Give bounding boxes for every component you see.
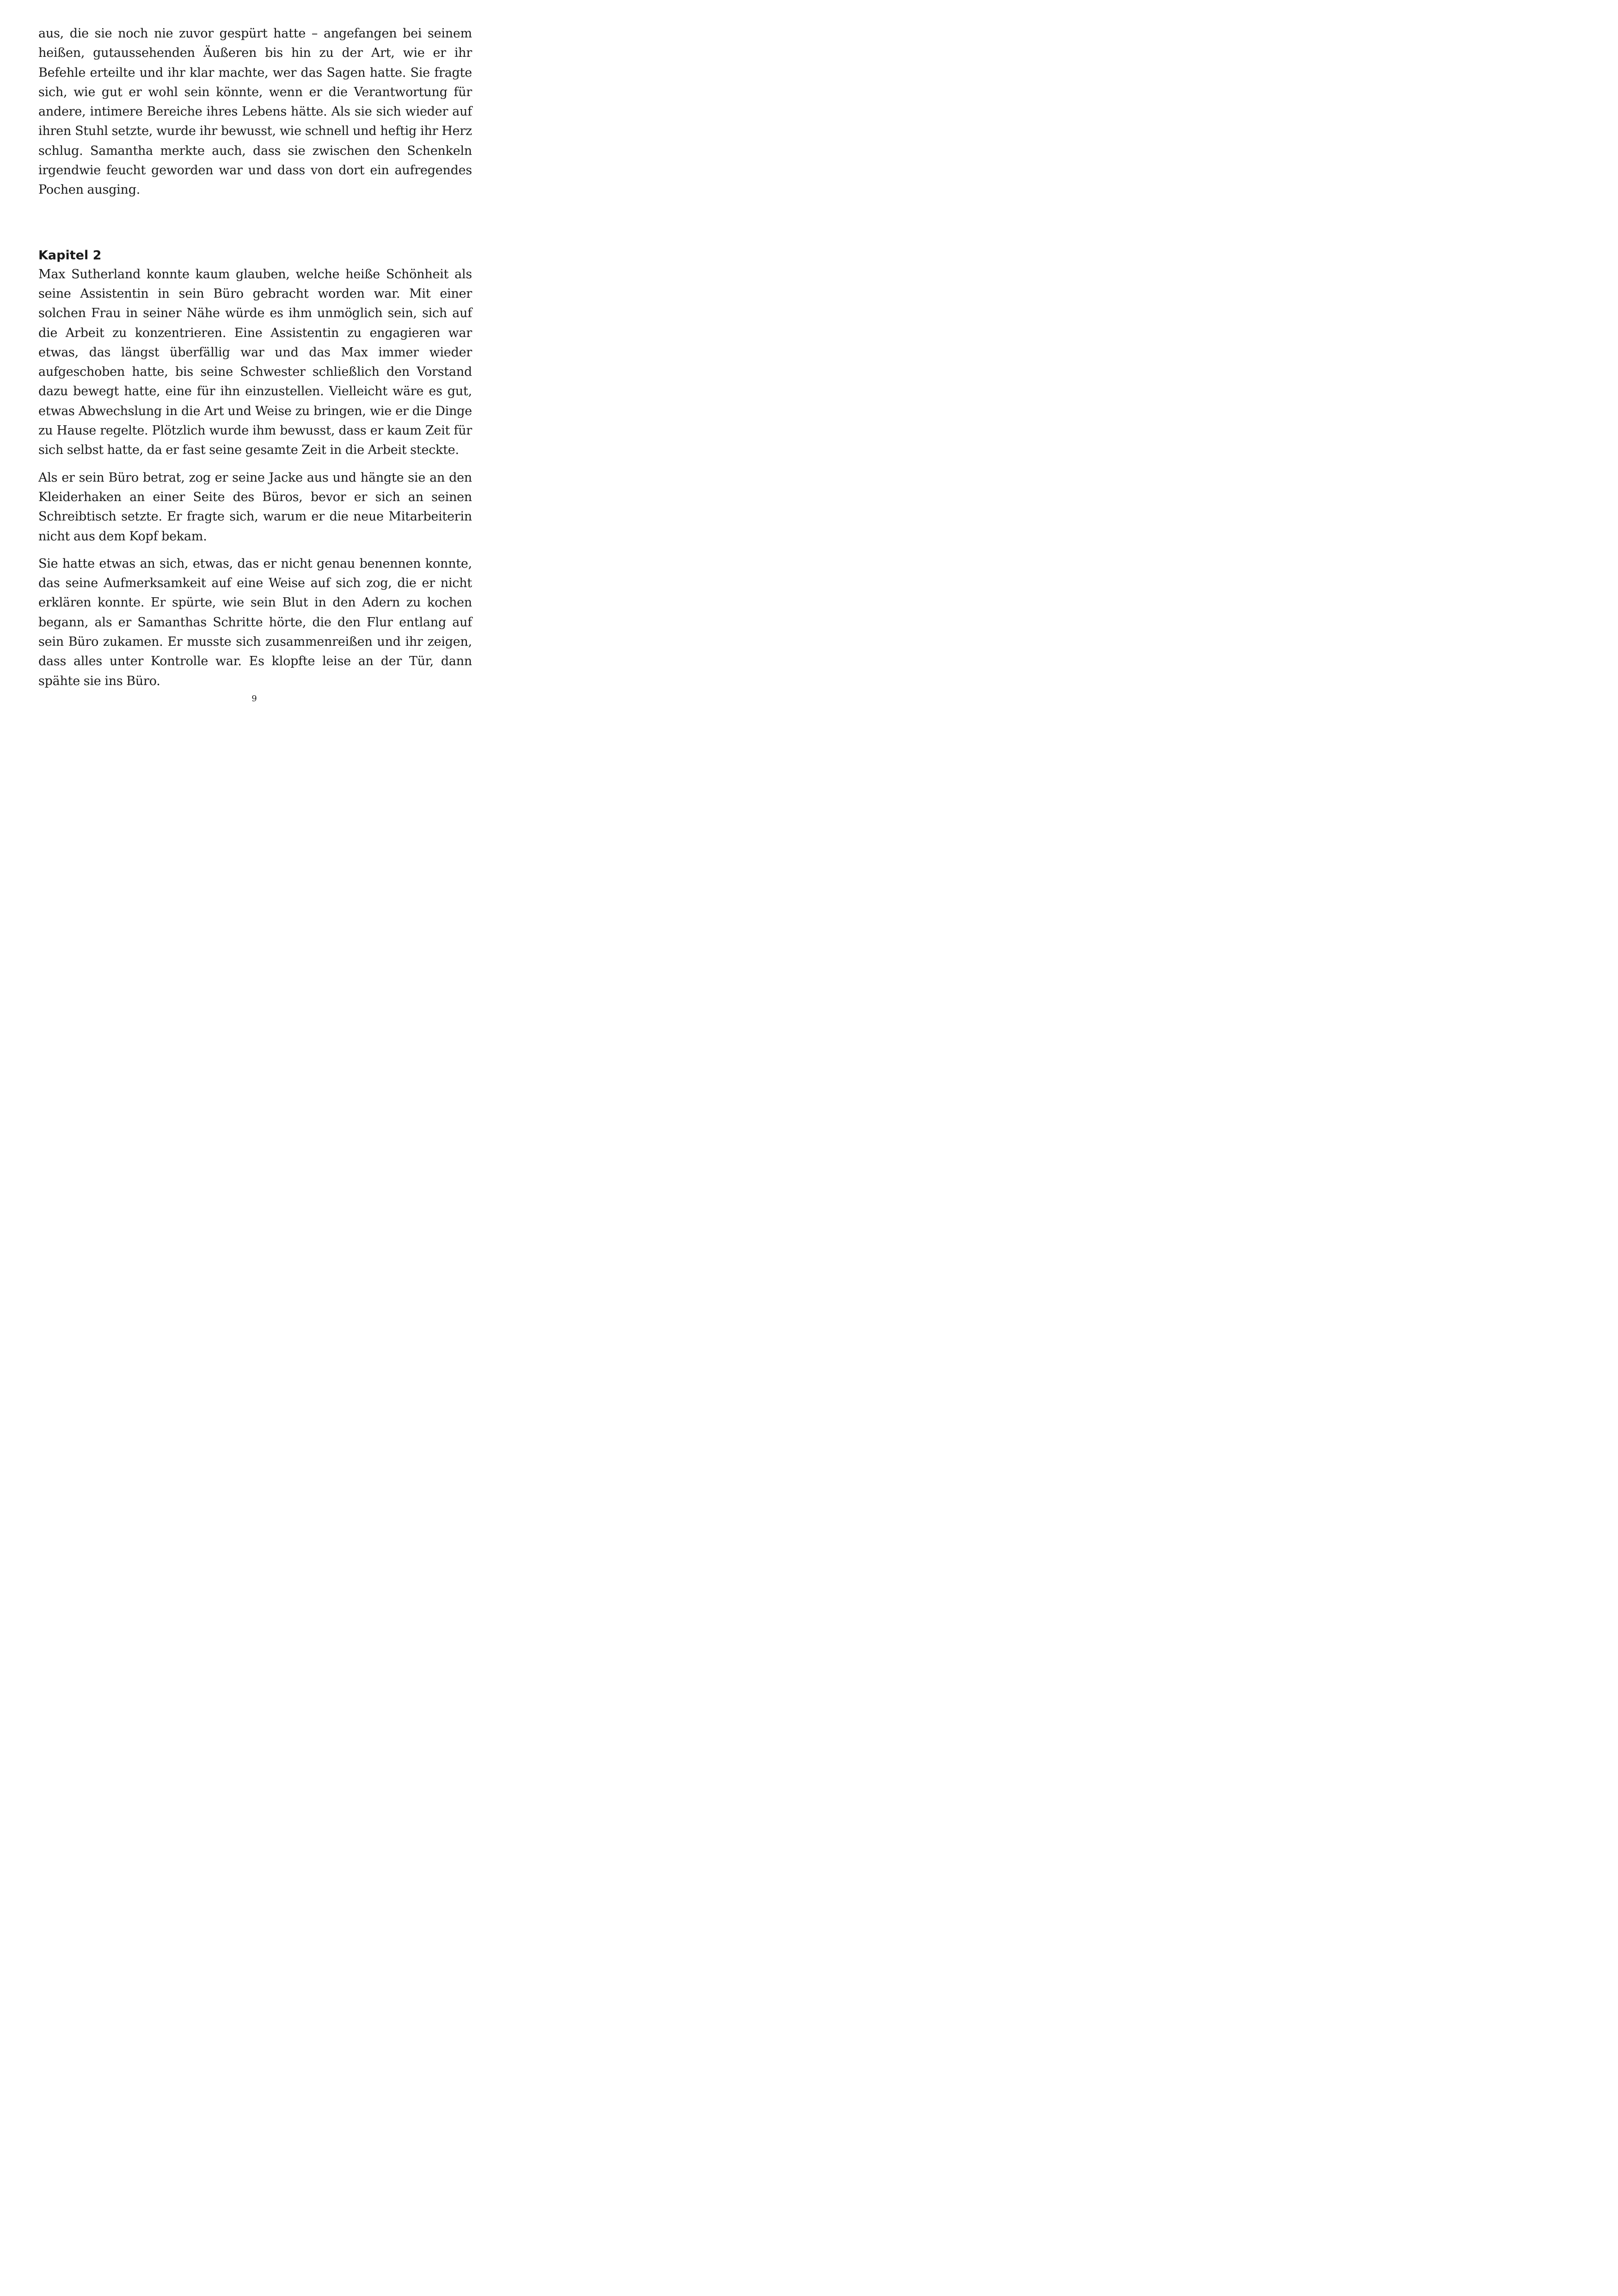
document-page [38,24,472,691]
chapter-paragraph-2: Als er sein Büro betrat, zog er seine Jacke aus und hängte sie an den Kleiderhaken an einer Seite des Büros, bevor er sich an seinen Schreibtisch setzte. Er fragte sich, warum er die neue Mitarbeiterin nicht aus dem Kopf bekam. [38,470,472,544]
chapter-paragraph-3: Sie hatte etwas an sich, etwas, das er nicht genau benennen konnte, das seine Aufmerksamkeit auf eine Weise auf sich zog, die er nicht erklären konnte. Er spürte, wie sein Blut in den Adern zu kochen begann, als er Samanthas Schritte hörte, die den Flur entlang auf sein Büro zukamen. Er musste sich zusammenreißen und ihr zeigen, dass alles unter Kontrolle war. Es klopfte leise an der Tür, dann spähte sie ins Büro. [38,556,472,688]
opening-paragraph: aus, die sie noch nie zuvor gespürt hatte – angefangen bei seinem heißen, gutaussehenden Äußeren bis hin zu der Art, wie er ihr Befehle erteilte und ihr klar machte, wer das Sagen hatte. Sie fragte sich, wie gut er wohl sein könnte, wenn er die Verantwortung für andere, intimere Bereiche ihres Lebens hätte. Als sie sich wieder auf ihren Stuhl setzte, wurde ihr bewusst, wie schnell und heftig ihr Herz schlug. Samantha merkte auch, dass sie zwischen den Schenkeln irgendwie feucht geworden war und dass von dort ein aufregendes Pochen ausging. [38,26,472,197]
page-number: 9 [251,694,257,704]
chapter-heading: Kapitel 2 [38,248,102,263]
chapter-paragraph-1: Max Sutherland konnte kaum glauben, welche heiße Schönheit als seine Assistentin in sein Büro gebracht worden war. Mit einer solchen Frau in seiner Nähe würde es ihm unmöglich sein, sich auf die Arbeit zu konzentrieren. Eine Assistentin zu engagieren war etwas, das längst überfällig war und das Max immer wieder aufgeschoben hatte, bis seine Schwester schließlich den Vorstand dazu bewegt hatte, eine für ihn einzustellen. Vielleicht wäre es gut, etwas Abwechslung in die Art und Weise zu bringen, wie er die Dinge zu Hause regelte. Plötzlich wurde ihm bewusst, dass er kaum Zeit für sich selbst hatte, da er fast seine gesamte Zeit in die Arbeit steckte. [38,267,472,458]
